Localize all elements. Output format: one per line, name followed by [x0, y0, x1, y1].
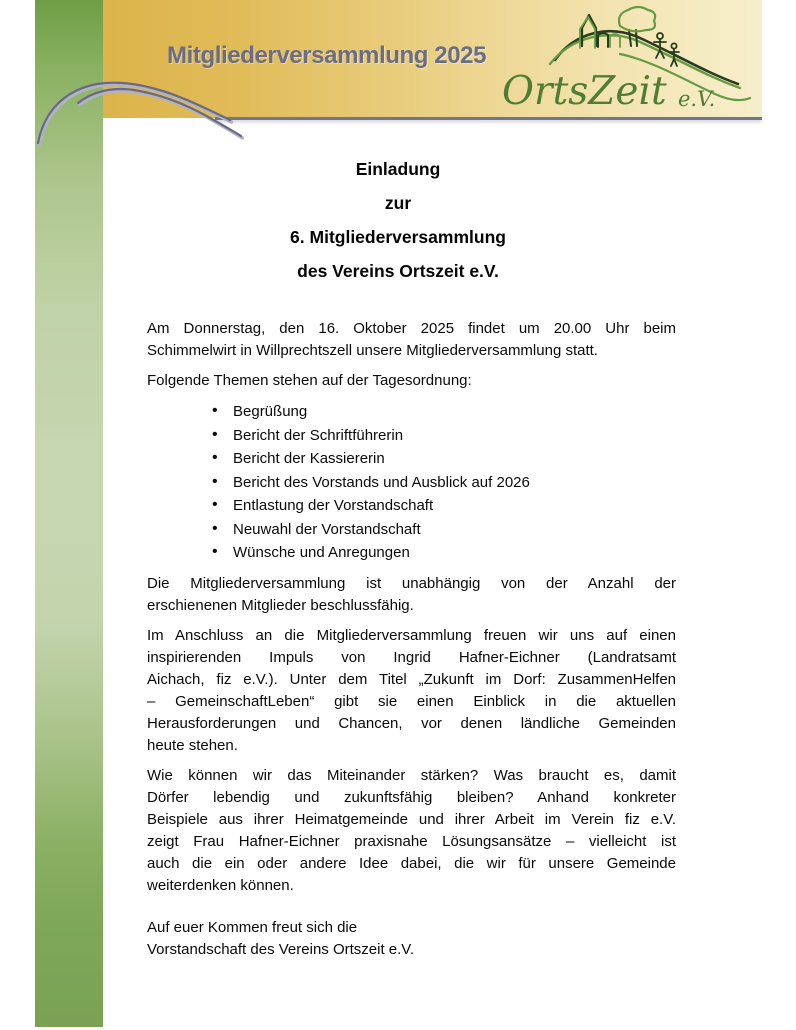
bullet-icon: • [212, 543, 218, 560]
text-line: Vorstandschaft des Vereins Ortszeit e.V. [147, 940, 415, 958]
text-line: Dörfer lebendig und zukunftsfähig bleiben? Anhand konkreter [147, 788, 676, 806]
paragraph [147, 765, 676, 897]
agenda-item [147, 400, 676, 424]
agenda-item [147, 494, 676, 518]
ortszeit-logo [500, 2, 762, 116]
agenda-item-label: Bericht der Kassiererin [233, 450, 385, 467]
logo-wordmark: OrtsZeit [502, 69, 667, 114]
text-line: Am Donnerstag, den 16. Oktober 2025 findet um 20.00 Uhr beim [147, 320, 676, 337]
church-icon [580, 15, 596, 48]
text-line: zeigt Frau Hafner-Eichner praxisnahe Lösungsansätze – vielleicht ist [147, 832, 676, 850]
logo-suffix: e.V. [678, 87, 716, 111]
closing-paragraph [147, 917, 676, 961]
agenda-list [147, 400, 676, 565]
text-line: Aichach, fiz e.V.). Unter dem Titel „Zukunft im Dorf: ZusammenHelfen [147, 670, 676, 688]
bullet-icon: • [212, 449, 218, 466]
swoosh-curves [0, 0, 300, 170]
text-line: Wie können wir das Miteinander stärken? Was braucht es, damit [147, 766, 676, 784]
heading-line-4: des Vereins Ortszeit e.V. [297, 261, 499, 281]
paragraph [147, 370, 676, 392]
text-line: auch die ein oder andere Idee dabei, die wir für unsere Gemeinde [147, 854, 676, 872]
agenda-item [147, 518, 676, 542]
agenda-item [147, 471, 676, 495]
body-blocks [147, 318, 676, 969]
heading-line-3: 6. Mitgliederversammlung [290, 227, 506, 247]
heading-line-2: zur [384, 193, 412, 213]
text-line: Im Anschluss an die Mitgliederversammlung freuen wir uns auf einen [147, 626, 676, 644]
invitation-heading-block [120, 152, 676, 288]
agenda-item [147, 447, 676, 471]
bullet-icon: • [212, 402, 218, 419]
paragraph [147, 625, 676, 757]
banner-title: Mitgliederversammlung 2025 [167, 42, 487, 69]
agenda-item-label: Bericht des Vorstands und Ausblick auf 2026 [233, 473, 530, 491]
agenda-item [147, 541, 676, 565]
bullet-icon: • [212, 519, 218, 537]
agenda-item-label: Begrüßung [233, 403, 308, 420]
text-line: Schimmelwirt in Willprechtszell unsere Mitgliederversammlung statt. [147, 342, 598, 359]
text-line: Folgende Themen stehen auf der Tagesordnung: [147, 372, 472, 389]
paragraph [147, 573, 676, 617]
text-line: Beispiele aus ihrer Heimatgemeinde und ihrer Arbeit im Verein fiz e.V. [147, 810, 676, 828]
agenda-item-label: Neuwahl der Vorstandschaft [233, 520, 421, 538]
bullet-icon: • [212, 425, 218, 443]
agenda-item-label: Entlastung der Vorstandschaft [233, 497, 434, 514]
text-line: Herausforderungen und Chancen, vor denen ländliche Gemeinden [147, 714, 676, 732]
text-line: Die Mitgliederversammlung ist unabhängig von der Anzahl der [147, 574, 676, 592]
text-line: inspirierenden Impuls von Ingrid Hafner-Eichner (Landratsamt [147, 648, 676, 666]
text-line: – GemeinschaftLeben“ gibt sie einen Einblick in die aktuellen [147, 692, 676, 710]
agenda-item-label: Bericht der Schriftführerin [233, 426, 404, 444]
paragraph [147, 318, 676, 362]
agenda-item [147, 424, 676, 448]
tree-icon [619, 7, 655, 46]
bullet-icon: • [212, 472, 218, 490]
text-line: weiterdenken können. [147, 876, 294, 894]
heading-line-1: Einladung [355, 159, 441, 179]
agenda-item-label: Wünsche und Anregungen [233, 544, 410, 561]
text-line: Auf euer Kommen freut sich die [147, 918, 358, 936]
bullet-icon: • [212, 496, 218, 513]
text-line: erschienenen Mitglieder beschlussfähig. [147, 596, 414, 614]
text-line: heute stehen. [147, 736, 238, 754]
